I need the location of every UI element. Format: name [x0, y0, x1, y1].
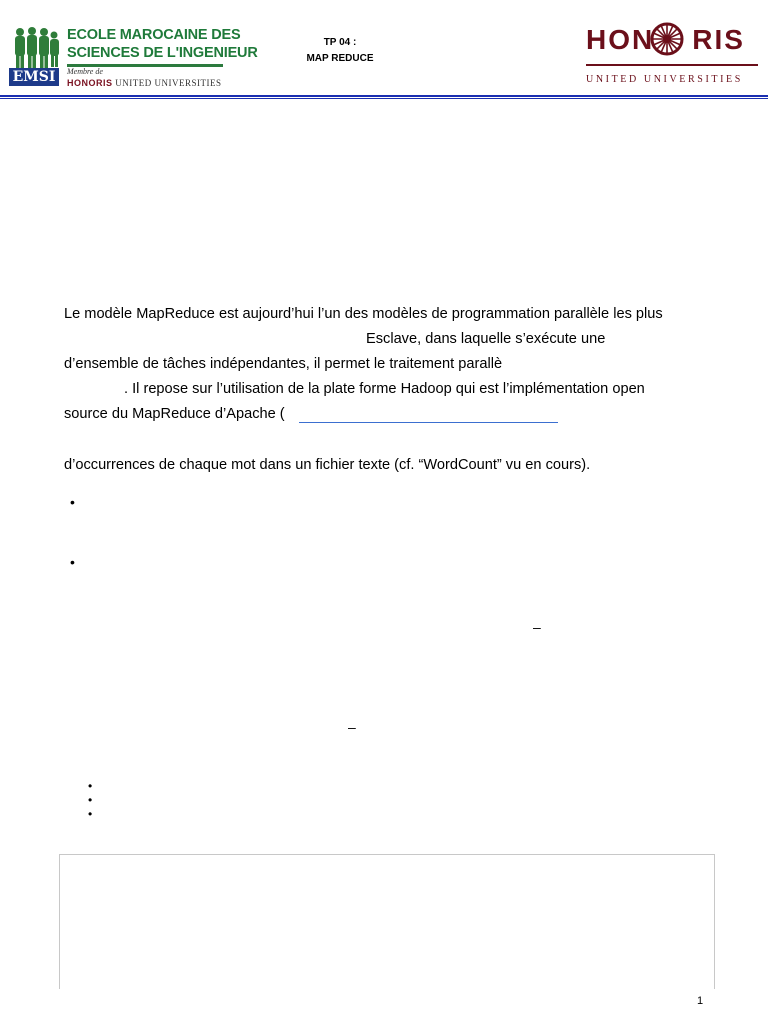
body-line-5: source du MapReduce d’Apache (	[64, 406, 285, 422]
bullet-1: •	[70, 494, 75, 510]
honoris-left: HON	[586, 24, 655, 55]
school-name-line1: ECOLE MAROCAINE DES	[67, 27, 241, 43]
page-header	[0, 0, 768, 100]
body-line-6: d’occurrences de chaque mot dans un fichier texte (cf. “WordCount” vu en cours).	[64, 457, 591, 473]
body-line-4: . Il repose sur l’utilisation de la plate forme Hadoop qui est l’implémentation open	[124, 381, 645, 397]
body-line-2: Esclave, dans laquelle s’exécute une	[366, 331, 606, 347]
emsi-badge: EMSI	[9, 68, 59, 86]
tp-number: TP 04 :	[323, 37, 357, 48]
sub-bullet-1: •	[88, 779, 93, 793]
school-name-line2: SCIENCES DE L'INGENIEUR	[67, 45, 258, 61]
dash-1: –	[533, 619, 541, 635]
sub-bullet-3: •	[88, 807, 93, 821]
tp-subject: MAP REDUCE	[306, 53, 374, 64]
body-line-3: d’ensemble de tâches indépendantes, il permet le traitement parallè	[64, 356, 503, 372]
emsi-logo-figures-icon	[12, 26, 60, 70]
header-rule-thick	[0, 95, 768, 97]
sub-bullet-2: •	[88, 793, 93, 807]
hyperlink-underline[interactable]	[299, 422, 558, 423]
membre-de-label: Membre de	[67, 67, 103, 76]
member-network-line	[67, 78, 222, 88]
page-number: 1	[697, 995, 704, 1007]
member-rest: UNITED UNIVERSITIES	[115, 78, 222, 88]
dash-2: –	[348, 719, 356, 735]
member-brand: HONORIS	[67, 78, 113, 88]
header-rule-thin	[0, 98, 768, 99]
body-line-1: Le modèle MapReduce est aujourd’hui l’un des modèles de programmation parallèle les plus	[64, 306, 663, 322]
tp-title	[290, 35, 390, 67]
honoris-right: RIS	[692, 24, 745, 55]
bullet-2: •	[70, 554, 75, 570]
honoris-wheel-icon	[650, 22, 684, 56]
honoris-subtitle: UNITED UNIVERSITIES	[586, 74, 743, 85]
honoris-rule	[586, 64, 758, 66]
code-frame	[59, 854, 715, 989]
